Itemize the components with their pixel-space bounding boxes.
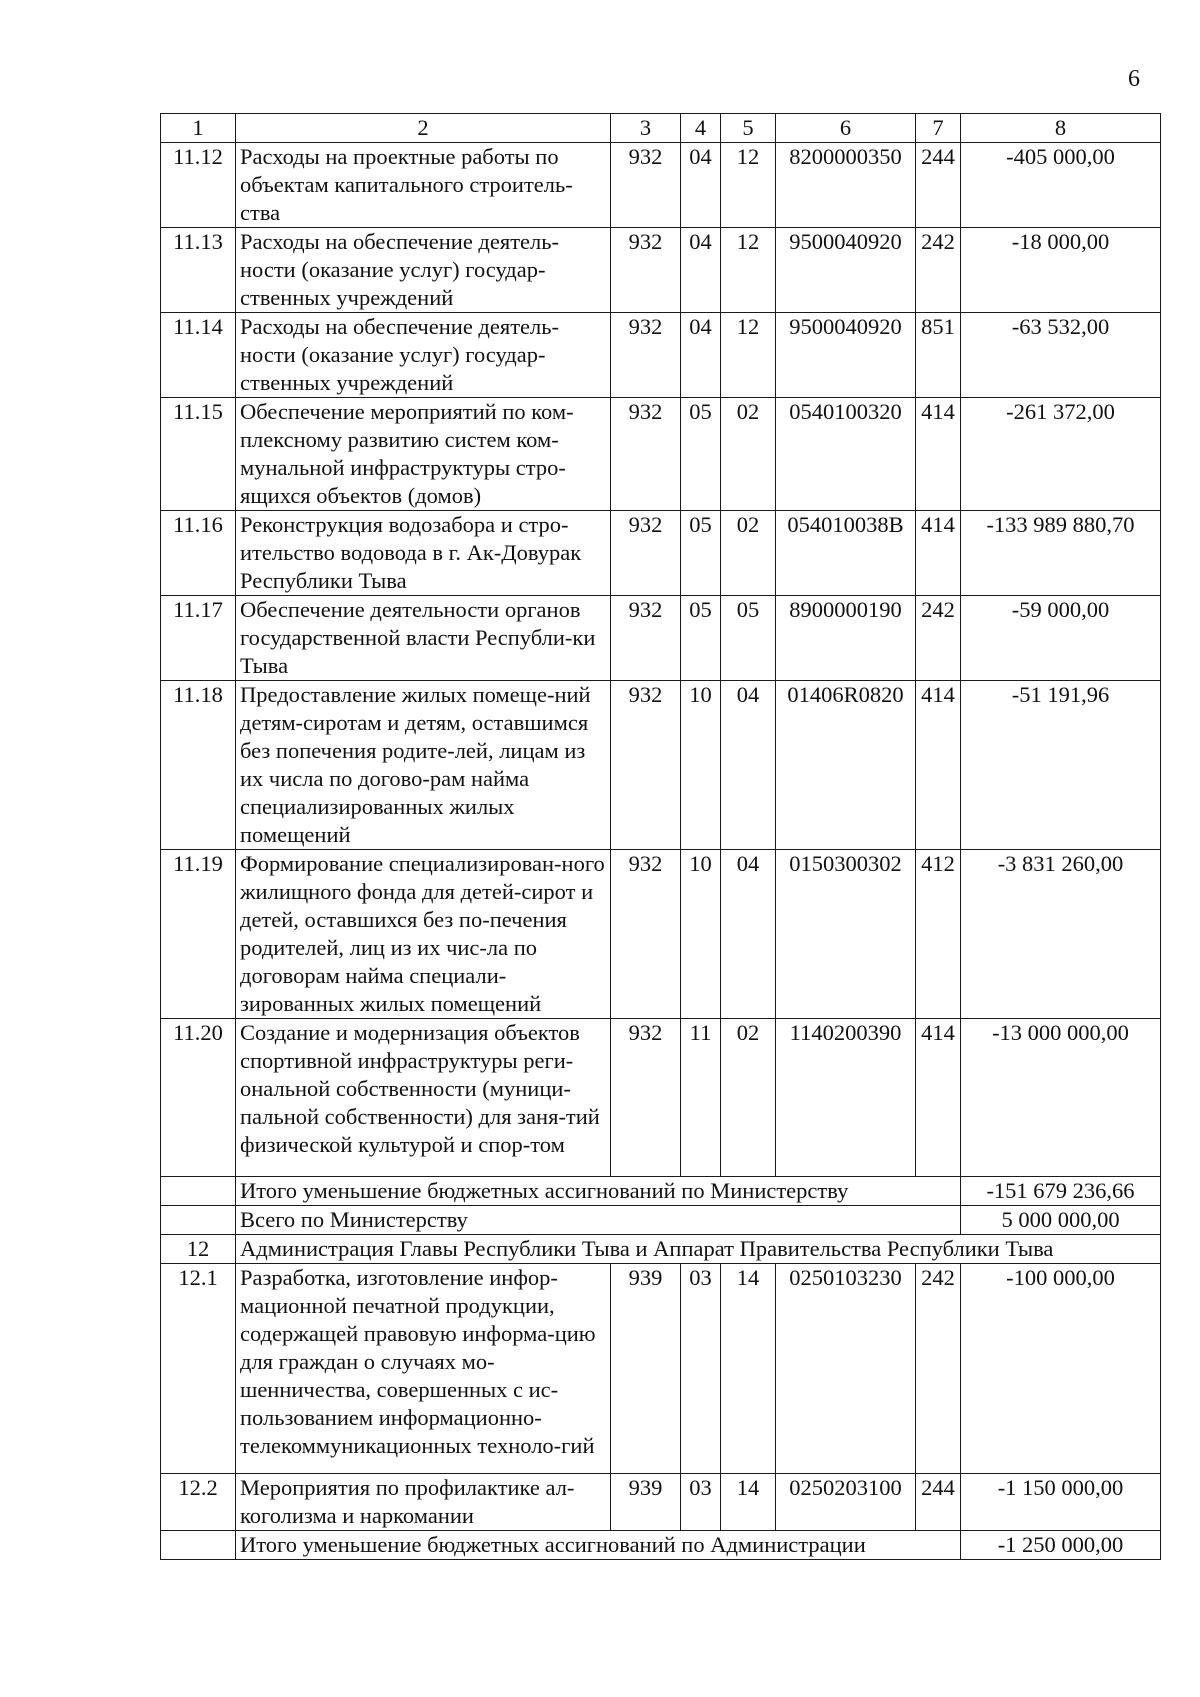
amount: -1 150 000,00	[961, 1474, 1161, 1531]
amount: -18 000,00	[961, 228, 1161, 313]
column-header-4: 4	[681, 114, 721, 143]
row-number: 11.18	[161, 681, 236, 850]
amount: -405 000,00	[961, 143, 1161, 228]
expense-type-code: 414	[916, 398, 961, 511]
subsection-code: 02	[721, 398, 776, 511]
section-code: 04	[681, 143, 721, 228]
expense-type-code: 244	[916, 1474, 961, 1531]
subsection-code: 14	[721, 1474, 776, 1531]
table-row	[161, 228, 1161, 313]
ministry-code: 932	[611, 143, 681, 228]
target-article-code: 1140200390	[776, 1019, 916, 1177]
ministry-code: 939	[611, 1474, 681, 1531]
budget-table	[160, 113, 1161, 1560]
section-code: 05	[681, 596, 721, 681]
ministry-code: 932	[611, 313, 681, 398]
row-number: 11.12	[161, 143, 236, 228]
column-header-1: 1	[161, 114, 236, 143]
target-article-code: 0540100320	[776, 398, 916, 511]
row-number: 12.1	[161, 1264, 236, 1474]
expense-type-code: 414	[916, 1019, 961, 1177]
expense-type-code: 851	[916, 313, 961, 398]
subsection-code: 12	[721, 228, 776, 313]
expense-type-code: 242	[916, 596, 961, 681]
target-article-code: 8200000350	[776, 143, 916, 228]
table-row	[161, 313, 1161, 398]
section-code: 03	[681, 1264, 721, 1474]
subsection-code: 05	[721, 596, 776, 681]
subsection-code: 02	[721, 1019, 776, 1177]
section-header-row	[161, 1235, 1161, 1264]
amount: -51 191,96	[961, 681, 1161, 850]
row-number: 11.20	[161, 1019, 236, 1177]
table-row	[161, 1264, 1161, 1474]
row-description: Реконструкция водозабора и стро-ительство водовода в г. Ак-Довурак Республики Тыва	[236, 511, 611, 596]
admin-decrease-row-label: Итого уменьшение бюджетных ассигнований по Администрации	[236, 1531, 961, 1560]
ministry-total-row-amount: 5 000 000,00	[961, 1206, 1161, 1235]
header-row	[161, 114, 1161, 143]
amount: -100 000,00	[961, 1264, 1161, 1474]
subsection-code: 04	[721, 850, 776, 1019]
admin-decrease-row-amount: -1 250 000,00	[961, 1531, 1161, 1560]
table-row	[161, 511, 1161, 596]
row-description: Предоставление жилых помеще-ний детям-сиротам и детям, оставшимся без попечения родите-лей, лицам из их числа по догово-рам найма специализированных жилых помещений	[236, 681, 611, 850]
column-header-3: 3	[611, 114, 681, 143]
ministry-code: 932	[611, 1019, 681, 1177]
row-number: 11.16	[161, 511, 236, 596]
column-header-6: 6	[776, 114, 916, 143]
table-row	[161, 596, 1161, 681]
column-header-5: 5	[721, 114, 776, 143]
subsection-code: 04	[721, 681, 776, 850]
target-article-code: 9500040920	[776, 313, 916, 398]
row-number: 11.17	[161, 596, 236, 681]
amount: -261 372,00	[961, 398, 1161, 511]
empty-cell	[161, 1531, 236, 1560]
expense-type-code: 242	[916, 228, 961, 313]
row-number: 12.2	[161, 1474, 236, 1531]
row-description: Расходы на обеспечение деятель-ности (оказание услуг) государ-ственных учреждений	[236, 313, 611, 398]
ministry-total-row	[161, 1206, 1161, 1235]
column-header-7: 7	[916, 114, 961, 143]
ministry-decrease-row-amount: -151 679 236,66	[961, 1177, 1161, 1206]
table-row	[161, 1019, 1161, 1177]
row-description: Расходы на обеспечение деятель-ности (оказание услуг) государ-ственных учреждений	[236, 228, 611, 313]
row-description: Создание и модернизация объектов спортивной инфраструктуры реги-ональной собственности (муници-пальной собственности) для заня-тий физической культурой и спор-том	[236, 1019, 611, 1177]
subsection-code: 02	[721, 511, 776, 596]
row-description: Формирование специализирован-ного жилищного фонда для детей-сирот и детей, оставшихся без по-печения родителей, лиц из их чис-ла по договорам найма специали-зированных жилых помещений	[236, 850, 611, 1019]
row-number: 11.15	[161, 398, 236, 511]
expense-type-code: 414	[916, 681, 961, 850]
section-code: 11	[681, 1019, 721, 1177]
expense-type-code: 244	[916, 143, 961, 228]
expense-type-code: 412	[916, 850, 961, 1019]
row-description: Мероприятия по профилактике ал-коголизма и наркомании	[236, 1474, 611, 1531]
target-article-code: 8900000190	[776, 596, 916, 681]
empty-cell	[161, 1206, 236, 1235]
row-number: 11.13	[161, 228, 236, 313]
target-article-code: 054010038В	[776, 511, 916, 596]
target-article-code: 0250103230	[776, 1264, 916, 1474]
table-row	[161, 850, 1161, 1019]
expense-type-code: 414	[916, 511, 961, 596]
ministry-code: 932	[611, 681, 681, 850]
table-row	[161, 398, 1161, 511]
page-number: 6	[1128, 66, 1140, 92]
section-code: 10	[681, 850, 721, 1019]
target-article-code: 9500040920	[776, 228, 916, 313]
admin-decrease-row	[161, 1531, 1161, 1560]
subsection-code: 12	[721, 143, 776, 228]
target-article-code: 0150300302	[776, 850, 916, 1019]
ministry-code: 932	[611, 596, 681, 681]
row-number: 11.14	[161, 313, 236, 398]
row-description: Обеспечение мероприятий по ком-плексному развитию систем ком-мунальной инфраструктуры стро-ящихся объектов (домов)	[236, 398, 611, 511]
table-row	[161, 143, 1161, 228]
ministry-code: 932	[611, 398, 681, 511]
section-code: 05	[681, 511, 721, 596]
ministry-decrease-row-label: Итого уменьшение бюджетных ассигнований по Министерству	[236, 1177, 961, 1206]
amount: -63 532,00	[961, 313, 1161, 398]
amount: -3 831 260,00	[961, 850, 1161, 1019]
amount: -133 989 880,70	[961, 511, 1161, 596]
subsection-code: 12	[721, 313, 776, 398]
amount: -59 000,00	[961, 596, 1161, 681]
ministry-code: 932	[611, 228, 681, 313]
section-title: Администрация Главы Республики Тыва и Аппарат Правительства Республики Тыва	[236, 1235, 1161, 1264]
ministry-total-row-label: Всего по Министерству	[236, 1206, 961, 1235]
row-description: Разработка, изготовление инфор-мационной печатной продукции, содержащей правовую информа-цию для граждан о случаях мо-шенничества, совершенных с ис-пользованием информационно-телекоммуникационных техноло-гий	[236, 1264, 611, 1474]
section-code: 10	[681, 681, 721, 850]
table-row	[161, 1474, 1161, 1531]
ministry-code: 932	[611, 511, 681, 596]
row-description: Обеспечение деятельности органов государственной власти Республи-ки Тыва	[236, 596, 611, 681]
subsection-code: 14	[721, 1264, 776, 1474]
section-code: 05	[681, 398, 721, 511]
expense-type-code: 242	[916, 1264, 961, 1474]
section-code: 04	[681, 228, 721, 313]
row-description: Расходы на проектные работы по объектам капитального строитель-ства	[236, 143, 611, 228]
column-header-2: 2	[236, 114, 611, 143]
amount: -13 000 000,00	[961, 1019, 1161, 1177]
section-code: 04	[681, 313, 721, 398]
ministry-decrease-row	[161, 1177, 1161, 1206]
ministry-code: 932	[611, 850, 681, 1019]
row-number: 11.19	[161, 850, 236, 1019]
section-number: 12	[161, 1235, 236, 1264]
target-article-code: 01406R0820	[776, 681, 916, 850]
target-article-code: 0250203100	[776, 1474, 916, 1531]
section-code: 03	[681, 1474, 721, 1531]
empty-cell	[161, 1177, 236, 1206]
table-row	[161, 681, 1161, 850]
ministry-code: 939	[611, 1264, 681, 1474]
column-header-8: 8	[961, 114, 1161, 143]
